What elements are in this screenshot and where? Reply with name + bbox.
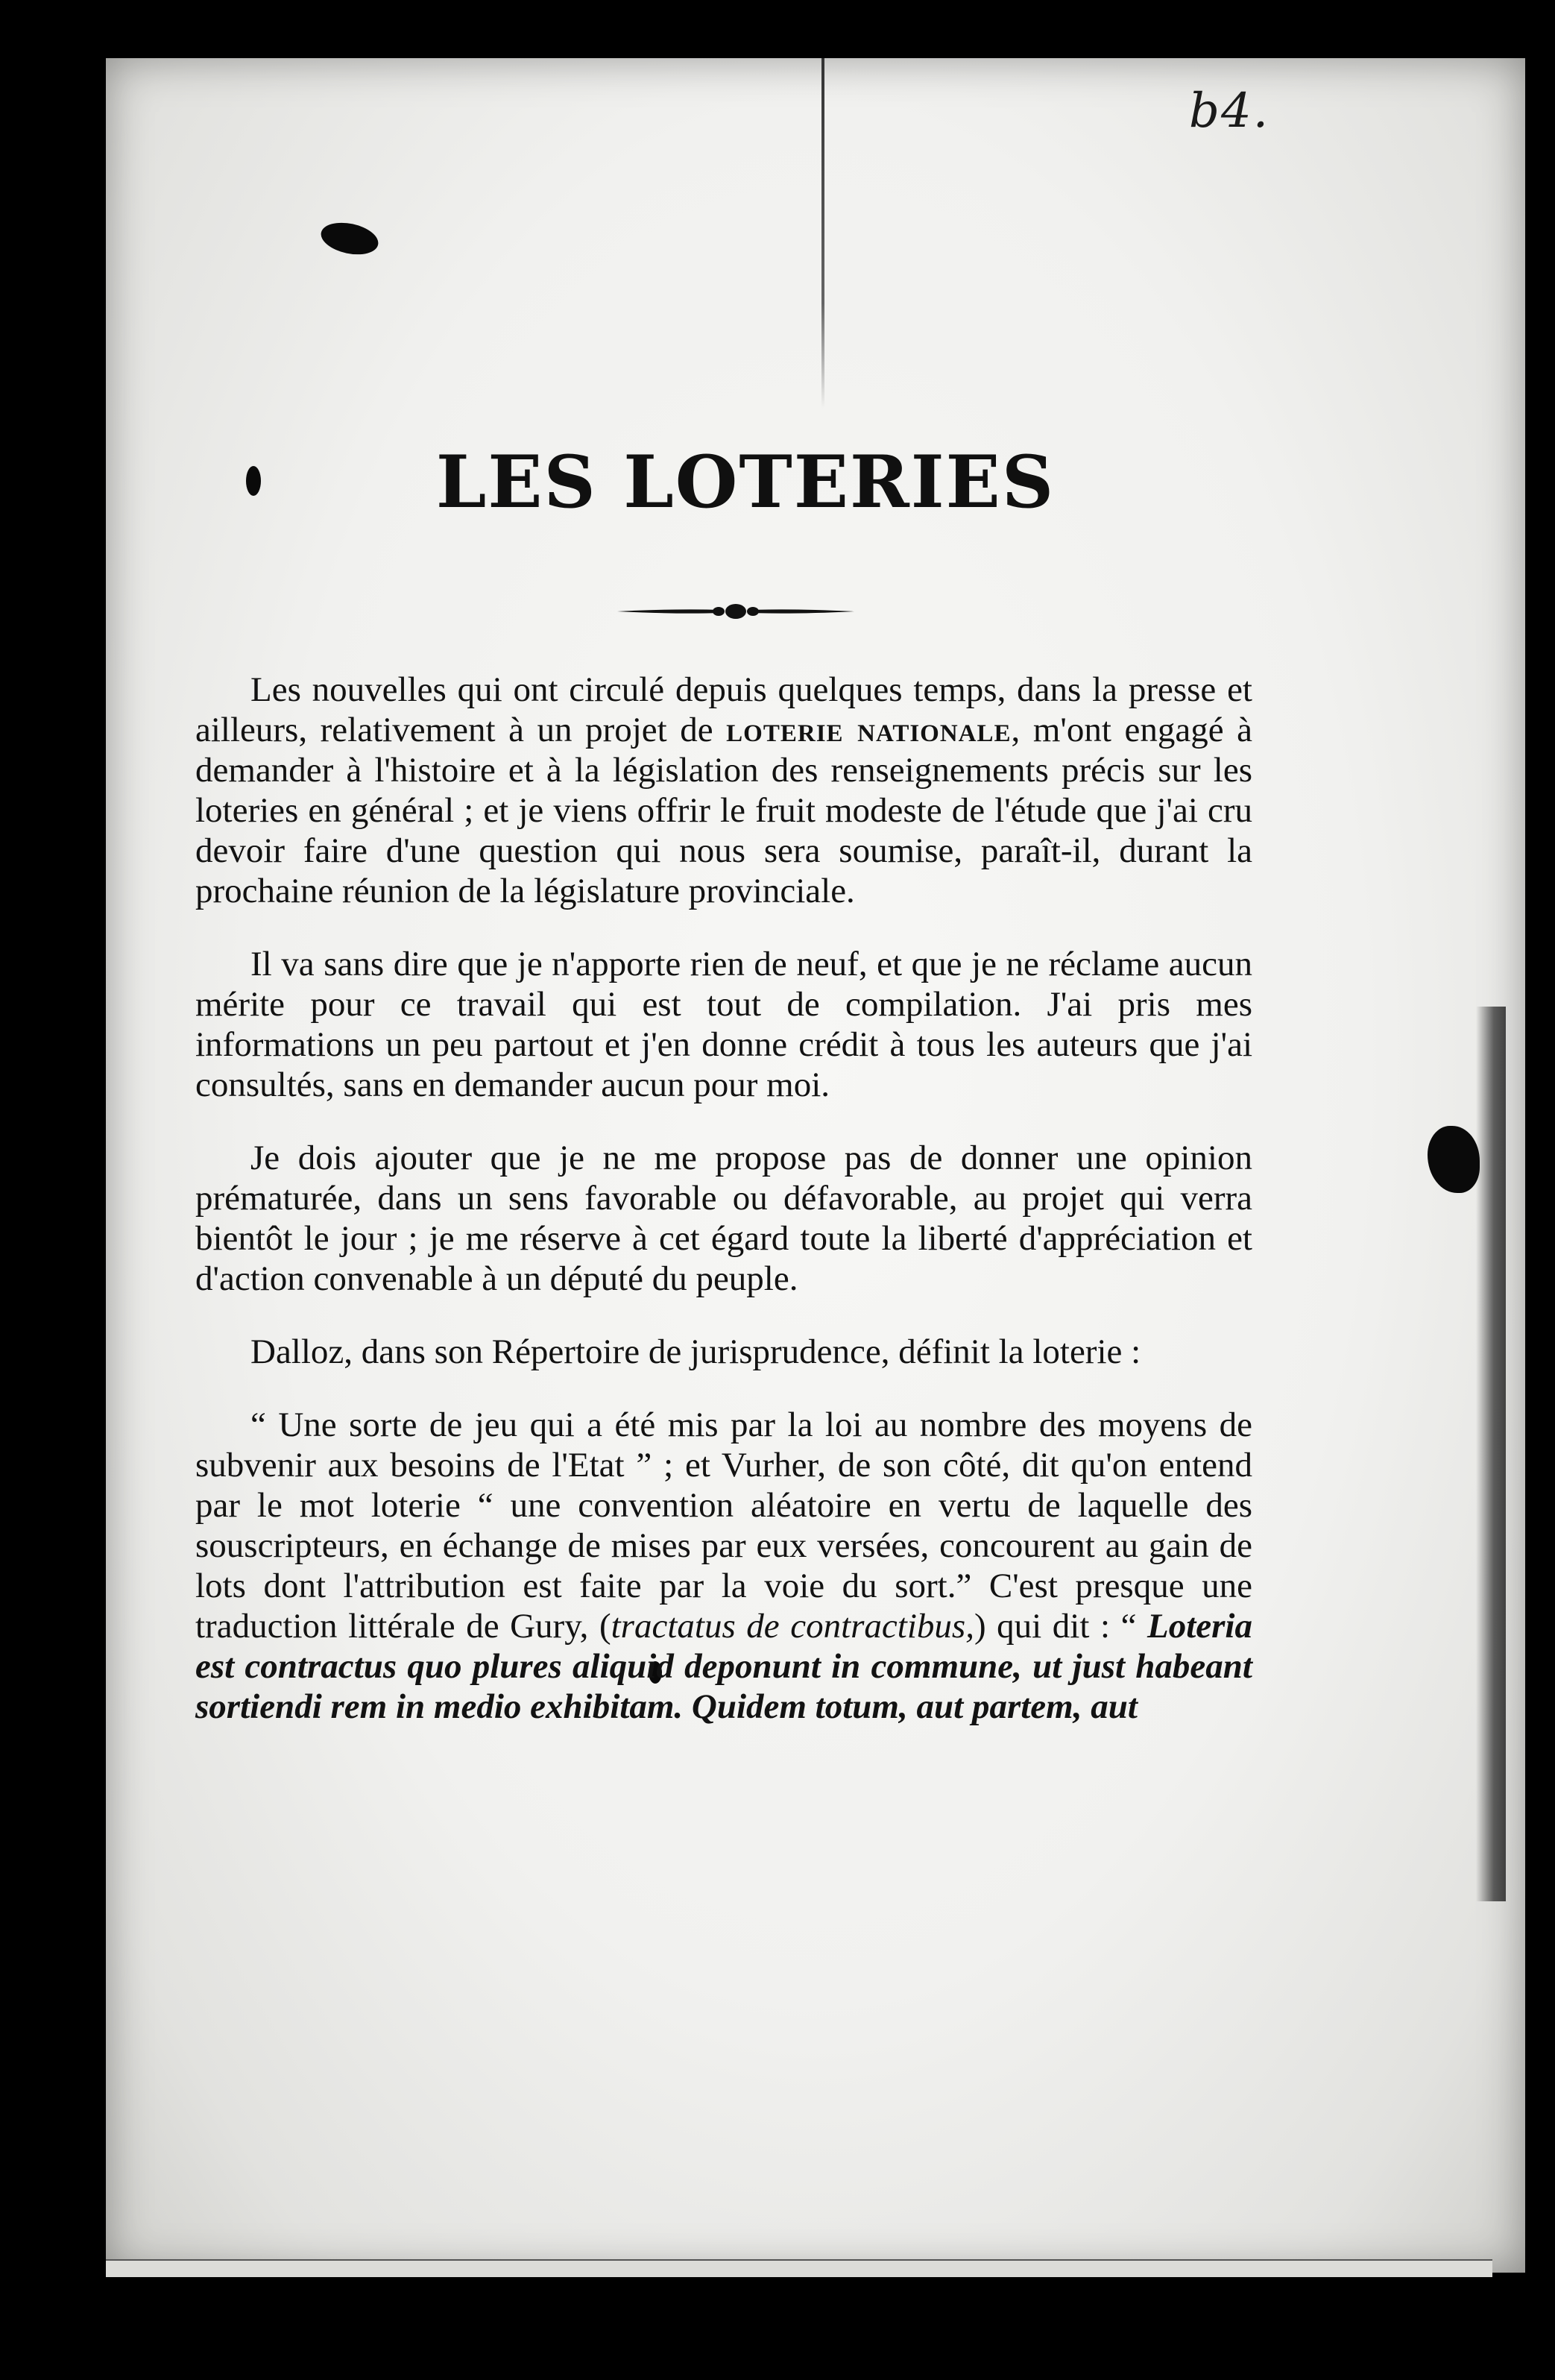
paragraph-1-text-c: , m'ont engagé à demander à l'histoire et à la législation des renseignements précis sur les loteries en général ; et je viens offrir le fruit modeste de l'étude que j'ai cru devoir faire d'une question qui nous sera soumise, paraît-il, durant la prochaine réunion de la législature provinciale. — [195, 711, 1252, 910]
paragraph-4: Dalloz, dans son Répertoire de jurisprudence, définit la loterie : — [250, 1332, 1141, 1371]
paragraph-1-smallcaps: loterie nationale — [726, 711, 1012, 749]
paragraph-2: Il va sans dire que je n'apporte rien de neuf, et que je ne réclame aucun mérite pour ce travail qui est tout de compilation. J'ai pris mes informations un peu partout et j'en donne crédit à tous les auteurs que j'ai consultés, sans en demander aucun pour moi. — [195, 945, 1252, 1104]
paragraph-5-latin-title: tractatus de contractibus, — [611, 1607, 974, 1646]
paragraph-5-text-c: ) qui dit : “ — [974, 1607, 1148, 1646]
paper-right-edge-shadow — [1476, 1007, 1506, 1901]
title-ornament-rule — [617, 601, 854, 622]
paragraph-5-text-a: “ Une sorte de jeu qui a été mis par la loi au nombre des moyens de subvenir aux besoins de l'Etat ” ; et Vurher, de son côté, dit qu'on entend par le mot loterie “ une convention aléatoire en vertu de laquelle des souscripteurs, en échange de mises par eux versées, concourent au gain de lots dont l'attribution est faite par la voie du sort.” C'est presque une traduction littérale de Gury, ( — [195, 1405, 1252, 1646]
paragraph-3: Je dois ajouter que je ne me propose pas de donner une opinion prématurée, dans un sens favorable ou défavorable, au projet qui verra bientôt le jour ; je me réserve à cet égard toute la liberté d'appréciation et d'action convenable à un député du peuple. — [195, 1139, 1252, 1298]
page-title: LES LOTERIES — [435, 440, 1056, 524]
paragraph-5-latin-quote: Loteria est contractus quo plures aliquid deponunt in commune, ut just habeant sortiendi rem in medio exhibitam. Quidem totum, aut partem, aut — [195, 1607, 1252, 1726]
paragraph-1-text-a: Les nouvelles qui ont circulé depuis quelques temps, dans la presse et ailleurs, relativement à un projet de — [195, 670, 1252, 749]
document-body — [195, 670, 1252, 1760]
paragraph-5 — [195, 1405, 1252, 1727]
paper-bottom-edge — [106, 2259, 1492, 2277]
handwritten-note: b4. — [1189, 84, 1270, 139]
paper-fold-line — [821, 58, 824, 409]
paragraph-1 — [195, 670, 1252, 911]
